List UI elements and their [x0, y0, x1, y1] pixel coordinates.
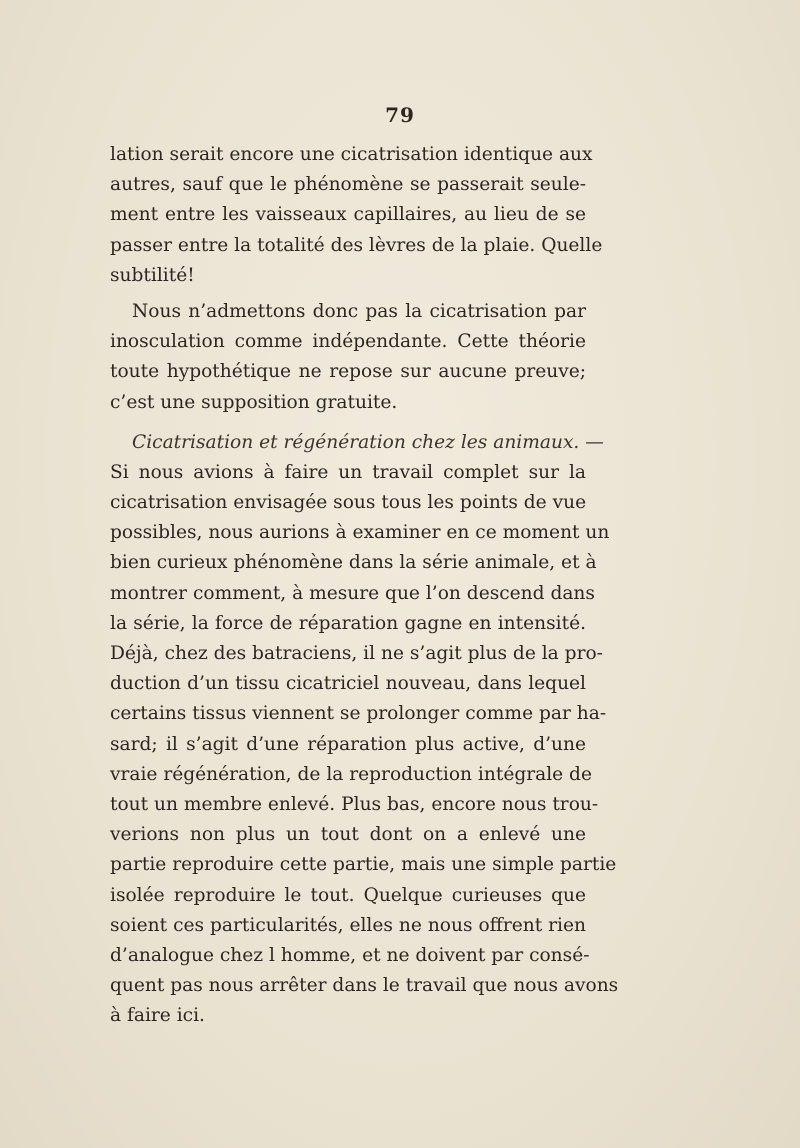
text-line: soient ces particularités, elles ne nous offrent rien [110, 914, 586, 936]
text-line: vraie régénération, de la reproduction intégrale de [110, 763, 592, 785]
text-line: inosculation comme indépendante. Cette théorie [110, 331, 586, 353]
page-number: 79 [385, 103, 415, 127]
paragraph-2 [110, 297, 586, 418]
text-line: autres, sauf que le phénomène se passerait seule- [110, 174, 586, 196]
text-line: possibles, nous aurions à examiner en ce moment un [110, 522, 610, 544]
text-line: cicatrisation envisagée sous tous les points de vue [110, 492, 587, 514]
text-line: montrer comment, à mesure que l’on descend dans [110, 582, 595, 604]
text-line: isolée reproduire le tout. Quelque curieuses que [110, 884, 586, 906]
text-line: la série, la force de réparation gagne en intensité. [110, 612, 586, 634]
text-line: sard; il s’agit d’une réparation plus active, d’une [110, 733, 586, 755]
text-line: certains tissus viennent se prolonger comme par ha- [110, 703, 607, 725]
text-line: duction d’un tissu cicatriciel nouveau, dans lequel [110, 673, 586, 695]
section-heading: Cicatrisation et régénération chez les animaux. — [132, 431, 604, 453]
page-body [110, 140, 619, 1031]
text-line: Nous n’admettons donc pas la cicatrisation par [132, 300, 586, 322]
text-line: bien curieux phénomène dans la série animale, et à [110, 552, 597, 574]
text-line: Déjà, chez des batraciens, il ne s’agit plus de la pro- [110, 643, 603, 664]
text-line: c’est une supposition gratuite. [110, 391, 398, 413]
text-line: partie reproduire cette partie, mais une simple partie [110, 854, 617, 876]
text-line: à faire ici. [110, 1005, 205, 1027]
paragraph-1 [110, 140, 603, 291]
text-line: passer entre la totalité des lèvres de la plaie. Quelle [110, 234, 603, 256]
text-line: tout un membre enlevé. Plus bas, encore nous trou- [110, 793, 599, 815]
text-line: lation serait encore une cicatrisation identique aux [110, 144, 593, 165]
text-line: subtilité! [110, 264, 195, 286]
paragraph-3 [110, 428, 619, 1032]
text-line: quent pas nous arrêter dans le travail que nous avons [110, 975, 619, 997]
text-line: Si nous avions à faire un travail complet sur la [110, 461, 586, 483]
text-line: verions non plus un tout dont on a enlevé une [110, 824, 586, 846]
text-line: d’analogue chez l homme, et ne doivent par consé- [110, 944, 590, 966]
text-line: toute hypothétique ne repose sur aucune preuve; [110, 361, 586, 383]
text-line: ment entre les vaisseaux capillaires, au lieu de se [110, 204, 586, 226]
